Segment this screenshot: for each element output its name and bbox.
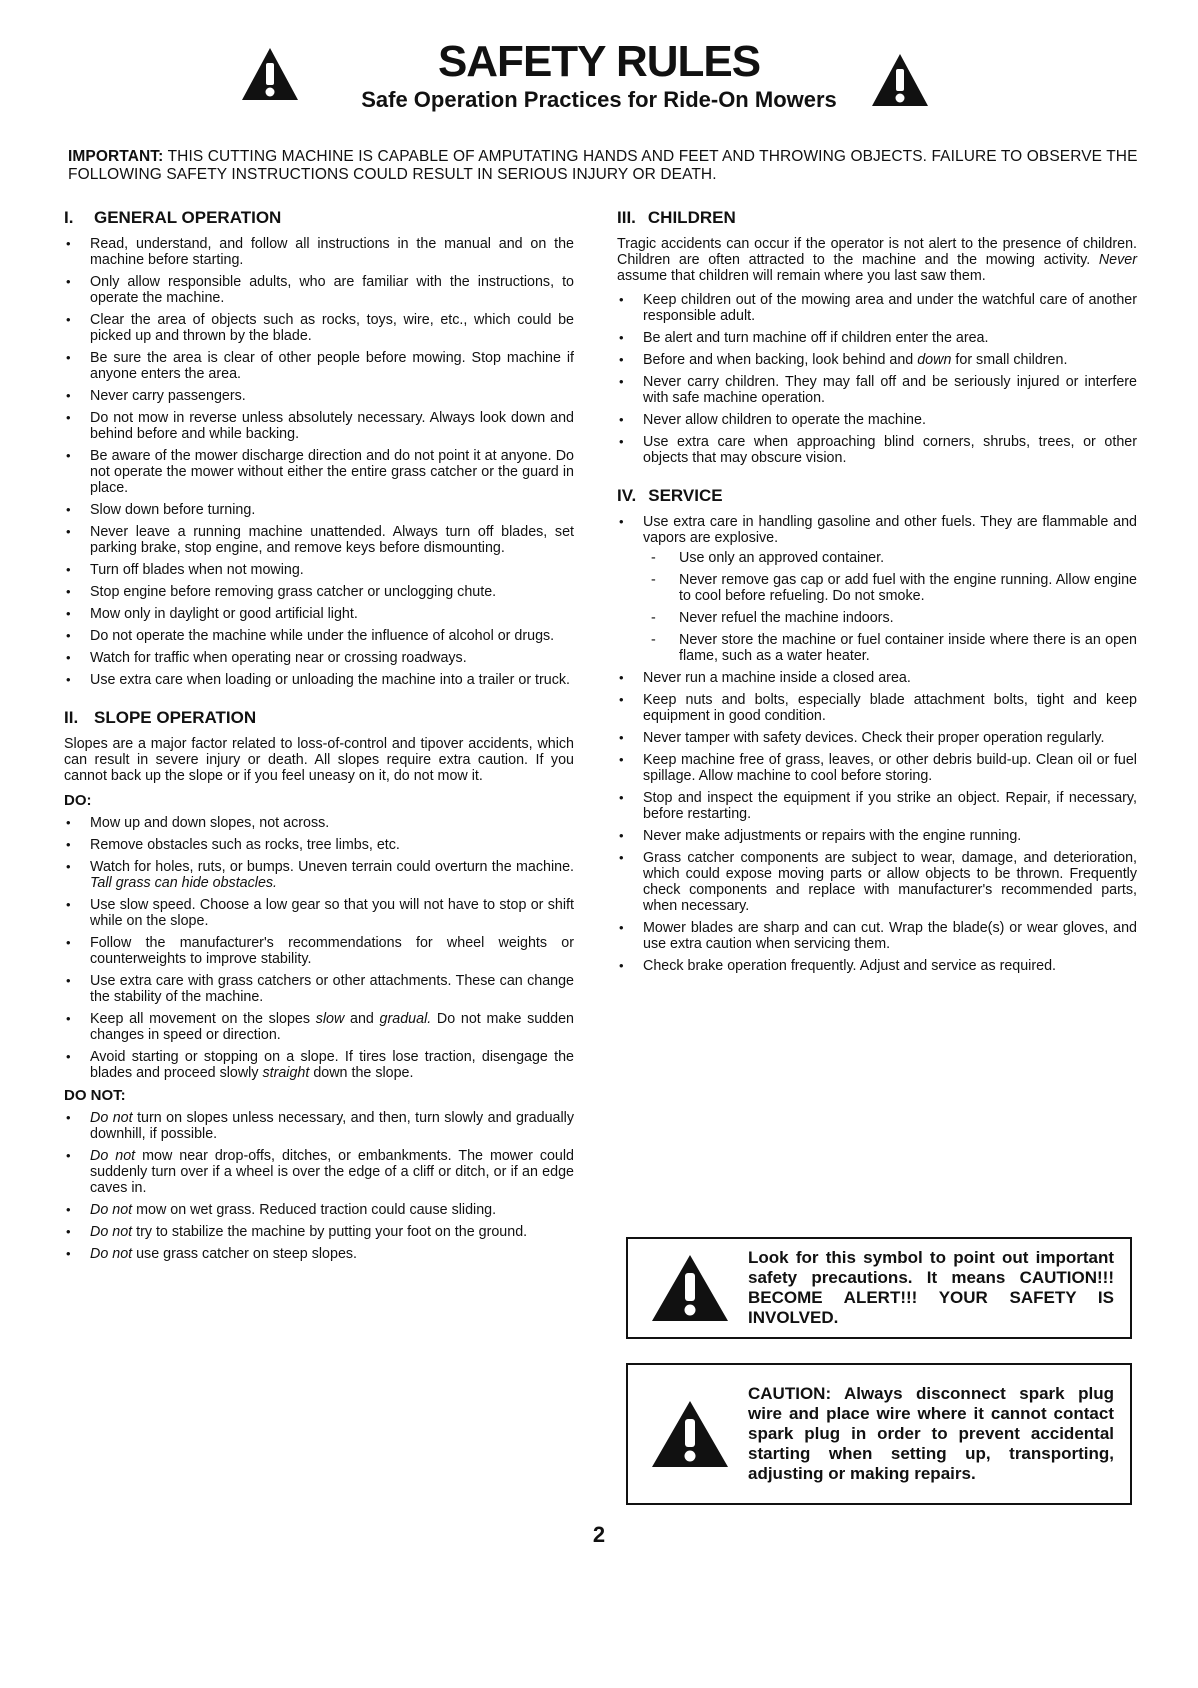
list-item: - Never remove gas cap or add fuel with the engine running. Allow engine to cool before refueling. Do not smoke. — [643, 572, 1137, 604]
list-item: • Never run a machine inside a closed area. — [617, 670, 1137, 686]
list-item: • Use extra care with grass catchers or other attachments. These can change the stability of the machine. — [64, 973, 574, 1005]
list-item: • Do not use grass catcher on steep slopes. — [64, 1246, 574, 1262]
warning-triangle-icon — [870, 52, 930, 108]
notice-text: Look for this symbol to point out important safety precautions. It means CAUTION!!! BECOME ALERT!!! YOUR SAFETY IS INVOLVED. — [748, 1248, 1114, 1327]
list-item: - Never refuel the machine indoors. — [643, 610, 1137, 626]
general-operation-list — [64, 236, 574, 688]
caution-text: CAUTION: Always disconnect spark plug wire and place wire where it cannot contact spark plug in order to prevent accidental starting when setting up, transporting, adjusting or making repairs. — [748, 1384, 1114, 1483]
list-item: - Never store the machine or fuel container inside where there is an open flame, such as a water heater. — [643, 632, 1137, 664]
page-subtitle: Safe Operation Practices for Ride-On Mowers — [361, 87, 837, 112]
important-label: IMPORTANT: — [68, 148, 164, 165]
warning-triangle-icon — [650, 1253, 730, 1323]
list-item: • Never leave a running machine unattended. Always turn off blades, set parking brake, stop engine, and remove keys before dismounting. — [64, 524, 574, 556]
list-item: • Turn off blades when not mowing. — [64, 562, 574, 578]
fuel-sublist — [643, 550, 1137, 664]
section-heading-general: I. GENERAL OPERATION — [64, 208, 282, 227]
list-item: • Mow only in daylight or good artificial light. — [64, 606, 574, 622]
list-item: • Check brake operation frequently. Adjust and service as required. — [617, 958, 1137, 974]
list-item: • Grass catcher components are subject to wear, damage, and deterioration, which could expose moving parts or allow objects to be thrown. Frequently check components and replace with manufacturer's recommended parts, when necessary. — [617, 850, 1137, 914]
list-item: • Watch for traffic when operating near or crossing roadways. — [64, 650, 574, 666]
list-item: • Keep children out of the mowing area and under the watchful care of another responsible adult. — [617, 292, 1137, 324]
section-heading-service: IV. SERVICE — [617, 486, 723, 505]
list-item: • Mower blades are sharp and can cut. Wrap the blade(s) or wear gloves, and use extra caution when servicing them. — [617, 920, 1137, 952]
list-item: • Be sure the area is clear of other people before mowing. Stop machine if anyone enters the area. — [64, 350, 574, 382]
children-list — [617, 292, 1137, 466]
list-item: • Do not mow on wet grass. Reduced traction could cause sliding. — [64, 1202, 574, 1218]
service-list — [617, 514, 1137, 974]
section-heading-slope: II. SLOPE OPERATION — [64, 708, 257, 727]
left-column — [64, 208, 574, 1268]
list-item: • Follow the manufacturer's recommendations for wheel weights or counterweights to improve stability. — [64, 935, 574, 967]
list-item: • Do not turn on slopes unless necessary, and then, turn slowly and gradually downhill, if possible. — [64, 1110, 574, 1142]
list-item: • Be alert and turn machine off if children enter the area. — [617, 330, 1137, 346]
list-item: • Avoid starting or stopping on a slope. If tires lose traction, disengage the blades and proceed slowly straight down the slope. — [64, 1049, 574, 1081]
list-item: • Keep all movement on the slopes slow and gradual. Do not make sudden changes in speed or direction. — [64, 1011, 574, 1043]
list-item: • Remove obstacles such as rocks, tree limbs, etc. — [64, 837, 574, 853]
important-text: THIS CUTTING MACHINE IS CAPABLE OF AMPUTATING HANDS AND FEET AND THROWING OBJECTS. FAILURE TO OBSERVE THE FOLLOWING SAFETY INSTRUCTIONS COULD RESULT IN SERIOUS INJURY OR DEATH. — [68, 148, 1138, 183]
right-column — [617, 208, 1137, 980]
list-item: • Clear the area of objects such as rocks, toys, wire, etc., which could be picked up and thrown by the blade. — [64, 312, 574, 344]
list-item: • Never carry passengers. — [64, 388, 574, 404]
page-number: 2 — [592, 1522, 606, 1547]
slope-do-not-list — [64, 1110, 574, 1262]
section-heading-children: III. CHILDREN — [617, 208, 736, 227]
list-item: • Read, understand, and follow all instructions in the manual and on the machine before starting. — [64, 236, 574, 268]
list-item: • Never tamper with safety devices. Check their proper operation regularly. — [617, 730, 1137, 746]
caution-notice — [626, 1363, 1132, 1505]
slope-intro: Slopes are a major factor related to loss-of-control and tipover accidents, which can result in severe injury or death. All slopes require extra caution. If you cannot back up the slope or if you feel uneasy on it, do not mow it. — [64, 736, 574, 784]
do-not-label: DO NOT: — [64, 1087, 126, 1104]
list-item: • Use slow speed. Choose a low gear so that you will not have to stop or shift while on the slope. — [64, 897, 574, 929]
slope-do-list — [64, 815, 574, 1081]
list-item: • Mow up and down slopes, not across. — [64, 815, 574, 831]
list-item: • Keep nuts and bolts, especially blade attachment bolts, tight and keep equipment in good condition. — [617, 692, 1137, 724]
list-item: - Use only an approved container. — [643, 550, 1137, 566]
page-header — [0, 38, 1198, 118]
page-title: SAFETY RULES — [437, 37, 761, 86]
list-item: • Do not try to stabilize the machine by putting your foot on the ground. — [64, 1224, 574, 1240]
list-item: • Only allow responsible adults, who are familiar with the instructions, to operate the machine. — [64, 274, 574, 306]
list-item: • Never allow children to operate the machine. — [617, 412, 1137, 428]
list-item: • Before and when backing, look behind and down for small children. — [617, 352, 1137, 368]
list-item: • Never carry children. They may fall off and be seriously injured or interfere with safe machine operation. — [617, 374, 1137, 406]
list-item: • Use extra care when approaching blind corners, shrubs, trees, or other objects that may obscure vision. — [617, 434, 1137, 466]
list-item: • Stop engine before removing grass catcher or unclogging chute. — [64, 584, 574, 600]
list-item: • Use extra care when loading or unloading the machine into a trailer or truck. — [64, 672, 574, 688]
important-notice — [68, 148, 1148, 184]
list-item: • Do not mow in reverse unless absolutely necessary. Always look down and behind before and while backing. — [64, 410, 574, 442]
list-item: • Do not mow near drop-offs, ditches, or embankments. The mower could suddenly turn over if a wheel is over the edge of a cliff or ditch, or if an edge caves in. — [64, 1148, 574, 1196]
list-item: • Keep machine free of grass, leaves, or other debris build-up. Clean oil or fuel spillage. Allow machine to cool before storing. — [617, 752, 1137, 784]
children-intro: Tragic accidents can occur if the operator is not alert to the presence of children. Children are often attracted to the machine and the mowing activity. Never assume that children will remain where you last saw them. — [617, 236, 1137, 284]
list-item: • Never make adjustments or repairs with the engine running. — [617, 828, 1137, 844]
safety-symbol-notice — [626, 1237, 1132, 1339]
list-item: • Be aware of the mower discharge direction and do not point it at anyone. Do not operate the mower without either the entire grass catcher or the guard in place. — [64, 448, 574, 496]
warning-triangle-icon — [650, 1399, 730, 1469]
list-item: • Watch for holes, ruts, or bumps. Uneven terrain could overturn the machine. Tall grass can hide obstacles. — [64, 859, 574, 891]
list-item: • Do not operate the machine while under the influence of alcohol or drugs. — [64, 628, 574, 644]
list-item: • Slow down before turning. — [64, 502, 574, 518]
list-item: • Use extra care in handling gasoline and other fuels. They are flammable and vapors are explosive. - Use only an approved container. - Never remove gas cap or add fuel with the engine running. Allow engine to cool before refueling. Do not smoke. - Never refuel the machine indoors. - Never store the machine or fuel container inside where there is an open flame, such as a water heater. — [617, 514, 1137, 664]
list-item: • Stop and inspect the equipment if you strike an object. Repair, if necessary, before restarting. — [617, 790, 1137, 822]
do-label: DO: — [64, 792, 92, 809]
